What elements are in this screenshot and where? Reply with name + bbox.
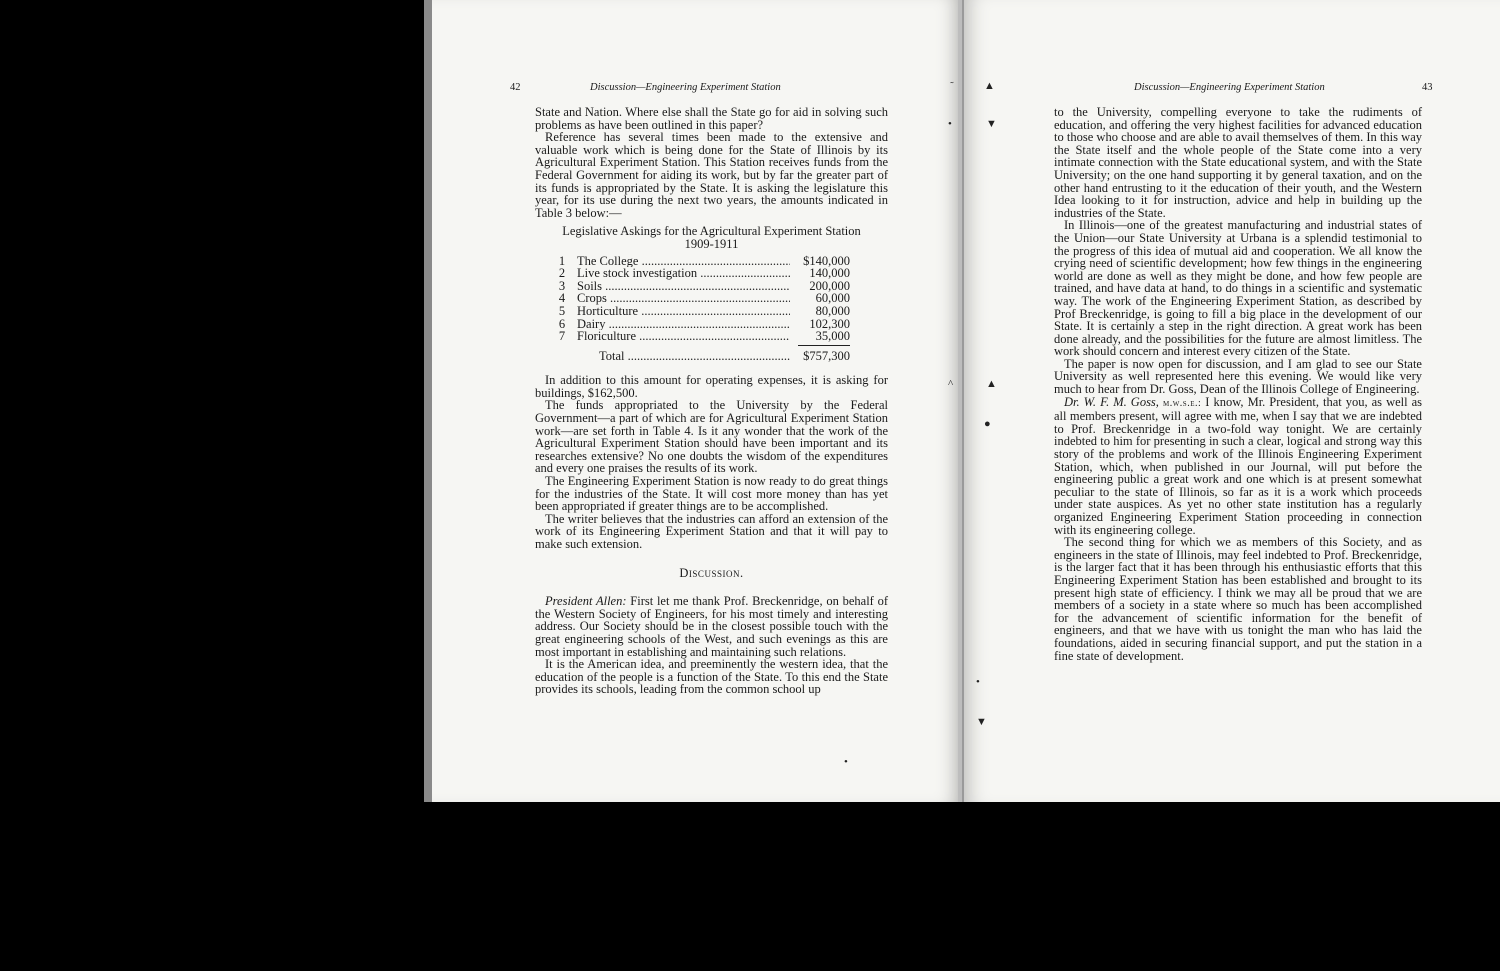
table-row: 4 Crops ..... 60,000 [547, 292, 850, 305]
paragraph: The funds appropriated to the University by the Federal Government—a part of which are for Agricultural Experiment Station work—are set forth in Table 4. Is it any wonder that the work of the Agricultural Experiment Station should have been important and its researches extensive? No one doubts the wisdom of the expenditures and every one praises the results of its work. [535, 398, 888, 476]
table-row: 5 Horticulture ..... 80,000 [547, 305, 850, 318]
table-row: 3 Soils ..... 200,000 [547, 280, 850, 293]
left-page: 42 Discussion—Engineering Experiment Station State and Nation. Where else shall the State go for aid in solving such problems as have been outlined in this paper? Reference has several times been made to the extensive and valuable work which is being done for the State of Illinois by its Agricultural Experiment Station. This Station receives funds from the Federal Government for aiding its work, but by far the greater part of its funds is appropriated by the State. It is asking the legislature this year, for its use during the next two years, the amounts indicated in Table 3 below:— Legislative Askings for the Agricultural Experiment Station 1909-1911 1 The College ..... $140,000 2 Live stock investigation ..... 140,000 3 Soils ..... 200,000 4 Crops ..... 60,000 5 Horticulture ..... 80,000 6 Dairy ..... 102,300 7 Floriculture ..... 35,000 Total ..... $757,300 In addition to this amount for operating expenses, it is asking for buildings, $162,500. The funds appropriated to the University by the Federal Government—a part of which are for Agricultural Experiment Station work—are set forth in Table 4. Is it any wonder that the work of the Agricultural Experiment Station should have been important and its researches extensive? No one doubts the wisdom of the expenditures and every one praises the results of its work. The Engineering Experiment Station is now ready to do great things for the industries of the State. It will cost more money than has yet been appropriated if greater things are to be accomplished. The writer believes that the industries can afford an extension of the work of its Engineering Experiment Station and that it will pay to make such extension. Discussion. President Allen: First let me thank Prof. Breckenridge, on behalf of the Western Society of Engineers, for his most timely and interesting address. Our Society should be in the closest possible touch with the great engineering schools of the West, and such evenings as this are most important in establishing and maintaining such relations. It is the American idea, and preeminently the western idea, that the education of the people is a function of the State. To this end the State provides its schools, leading from the common school up ˜ • ^ • [424, 0, 962, 802]
book-spread [424, 0, 1500, 802]
appropriation-table [547, 255, 850, 363]
page-number: 42 [510, 82, 521, 93]
paragraph: It is the American idea, and preeminently the western idea, that the education of the people is a function of the State. To this end the State provides its schools, leading from the common school up [535, 657, 888, 697]
section-heading: Discussion. [679, 565, 744, 580]
paragraph: The second thing for which we as members of this Society, and as engineers in the state of Illinois, may feel indebted to Prof. Breckenridge, is the larger fact that it has been through his enthusiastic efforts that this Engineering Experiment Station has been established and brought to its present high state of efficiency. I think we may all be proud that we are members of a society in a state where so much has been accomplished for the advancement of scientific information for the benefit of engineers, and that we have with us tonight the man who has laid the foundations, aided in securing financial support, and put the station in a fine state of development. [1054, 535, 1422, 663]
running-head: Discussion—Engineering Experiment Station [1134, 82, 1325, 93]
right-page-body [1054, 106, 1422, 662]
right-page: Discussion—Engineering Experiment Station 43 to the University, compelling everyone to take the rudiments of education, and offering the very highest facilities for advanced education to those who choose and are able to avail themselves of them. In this way the State itself and the whole people of the State come into a very intimate connection with the State educational system, and with the State University; on the one hand supporting it by general taxation, and on the other hand entrusting to it the education of their youth, and the Western Idea looking to it for instruction, advice and help in building up the industries of the State. In Illinois—one of the greatest manufacturing and industrial states of the Union—our State University at Urbana is a splendid testimonial to the progress of this idea of mutual aid and cooperation. We all know the crying need of scientific development; how few things in the engineering world are done as well as they might be done, and how few people are trained, and have data at hand, to do things in a scientific and systematic way. The work of the Engineering Experiment Station, as described by Prof Breckenridge, is going to fill a big place in the development of our State. It is certainly a step in the right direction. A great work has been done already, and the possibilities for the future are almost limitless. The work should concern and interest every citizen of the State. The paper is now open for discussion, and I am glad to see our State University as well represented here this evening. We would like very much to hear from Dr. Goss, Dean of the Illinois College of Engineering. Dr. W. F. M. Goss, m.w.s.e.: I know, Mr. President, that you, as well as all members present, will agree with me, when I say that we are indebted to Prof. Breckenridge in a two-fold way tonight. We are certainly indebted to him for presenting in such a clear, logical and strong way this story of the problems and work of the Illinois Engineering Experiment Station, which, when published in our Journal, will put before the engineering public a great work and one which is at present somewhat peculiar to the state of Illinois, so far as it is a work which proceeds under state auspices. As yet no other state institution has a regularly organized Engineering Experiment Station proceeding in connection with its engineering college. The second thing for which we as members of this Society, and as engineers in the state of Illinois, may feel indebted to Prof. Breckenridge, is the larger fact that it has been through his enthusiastic efforts that this Engineering Experiment Station has been established and brought to its present high state of efficiency. I think we may all be proud that we are members of a society in a state where so much has been accomplished for the advancement of scientific information for the benefit of engineers, and that we have with us tonight the man who has laid the foundations, aided in securing financial support, and put the station in a fine state of development. ▲ ▼ ▲ ● • ▼ [962, 0, 1500, 802]
paragraph: In Illinois—one of the greatest manufacturing and industrial states of the Union—our State University at Urbana is a splendid testimonial to the progress of this idea of mutual aid and cooperation. We all know the crying need of scientific development; how few things in the engineering world are done as well as they might be done, and how few people are trained, and have data at hand, to do things in a scientific and systematic way. The work of the Engineering Experiment Station, as described by Prof Breckenridge, is going to fill a big place in the development of our State. It is certainly a step in the right direction. A great work has been done already, and the possibilities for the future are almost limitless. The work should concern and interest every citizen of the State. [1054, 218, 1422, 359]
speaker-name: President Allen: [545, 594, 627, 609]
paragraph: In addition to this amount for operating expenses, it is asking for buildings, $162,500. [535, 373, 888, 400]
running-head: Discussion—Engineering Experiment Station [590, 82, 781, 93]
paragraph: to the University, compelling everyone to take the rudiments of education, and offering the very highest facilities for advanced education to those who choose and are able to avail themselves of them. In this way the State itself and the whole people of the State come into a very intimate connection with the State educational system, and with the State University; on the one hand supporting it by general taxation, and on the other hand entrusting to it the education of their youth, and the Western Idea looking to it for instruction, advice and help in building up the industries of the State. [1054, 105, 1422, 220]
table-row: 7 Floriculture ..... 35,000 [547, 330, 850, 343]
paragraph: Reference has several times been made to the extensive and valuable work which is being done for the State of Illinois by its Agricultural Experiment Station. This Station receives funds from the Federal Government for aiding its work, but by far the greater part of its funds is appropriated by the State. It is asking the legislature this year, for its use during the next two years, the amounts indicated in Table 3 below:— [535, 130, 888, 220]
speaker-title: m.w.s.e.: [1162, 397, 1202, 409]
paragraph: The writer believes that the industries can afford an extension of the work of its Engineering Experiment Station and that it will pay to make such extension. [535, 511, 888, 551]
table-title: Legislative Askings for the Agricultural Experiment Station [562, 224, 861, 239]
table-row: 6 Dairy ..... 102,300 [547, 318, 850, 331]
page-number: 43 [1422, 82, 1433, 93]
total-rule [798, 345, 850, 346]
table-row: 2 Live stock investigation ..... 140,000 [547, 267, 850, 280]
paragraph: Dr. W. F. M. Goss, m.w.s.e.: I know, Mr. President, that you, as well as all members present, will agree with me, when I say that we are indebted to Prof. Breckenridge in a two-fold way tonight. We are certainly indebted to him for presenting in such a clear, logical and strong way this story of the problems and work of the Illinois Engineering Experiment Station, which, when published in our Journal, will put before the engineering public a great work and one which is at present somewhat peculiar to the state of Illinois, so far as it is a work which proceeds under state auspices. As yet no other state institution has a regularly organized Engineering Experiment Station proceeding in connection with its engineering college. [1054, 394, 1423, 537]
paragraph: President Allen: First let me thank Prof. Breckenridge, on behalf of the Western Society of Engineers, for his most timely and interesting address. Our Society should be in the closest possible touch with the great engineering schools of the West, and such evenings as this are most important in establishing and maintaining such relations. [535, 594, 889, 659]
table-row: 1 The College ..... $140,000 [547, 255, 850, 268]
speaker-name: Dr. W. F. M. Goss, [1064, 394, 1159, 409]
table-years: 1909-1911 [684, 236, 739, 251]
paragraph: The Engineering Experiment Station is now ready to do great things for the industries of the State. It will cost more money than has yet been appropriated if greater things are to be accomplished. [535, 474, 888, 514]
paragraph: The paper is now open for discussion, and I am glad to see our State University as well represented here this evening. We would like very much to hear from Dr. Goss, Dean of the Illinois College of Engineering. [1054, 356, 1422, 397]
left-page-body [535, 106, 888, 696]
paragraph: State and Nation. Where else shall the State go for aid in solving such problems as have been outlined in this paper? [535, 105, 888, 132]
table-total-row: Total ..... $757,300 [547, 350, 850, 363]
